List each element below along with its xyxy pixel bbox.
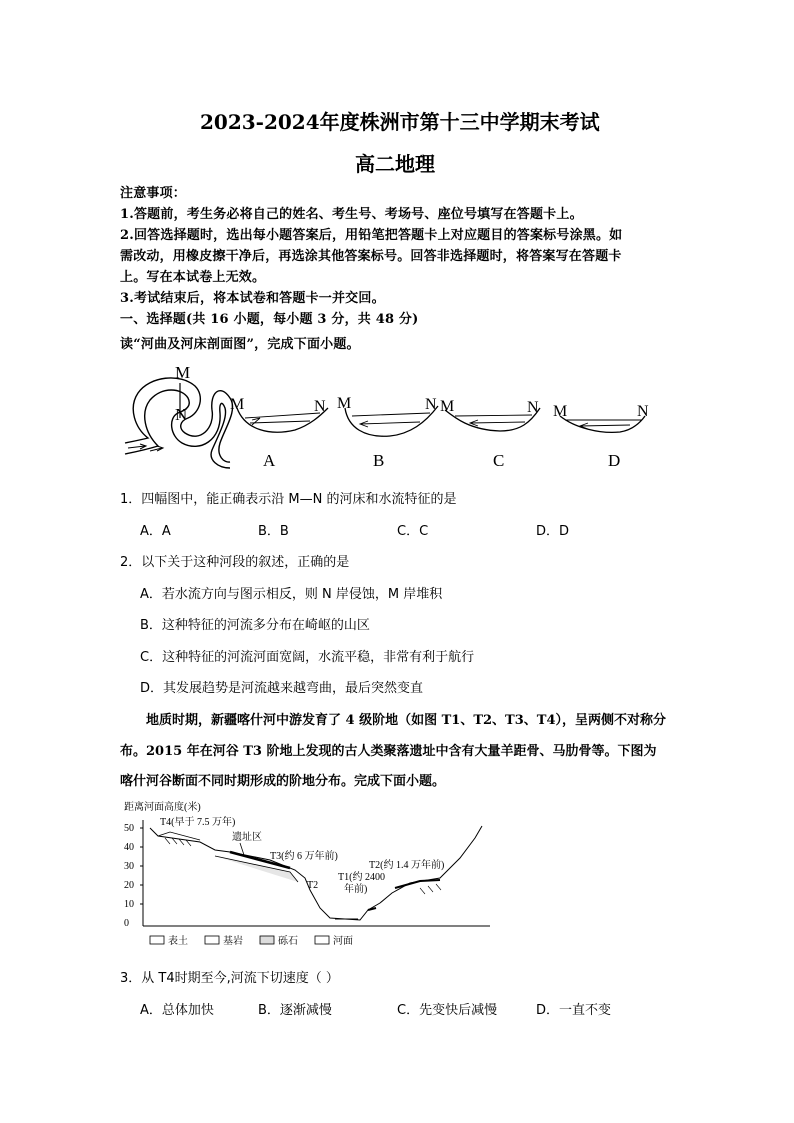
q1-option-a[interactable]: A．A xyxy=(140,524,171,539)
ytick-30: 30 xyxy=(124,861,134,872)
passage-line-2: 布。2015 年在河谷 T3 阶地上发现的古人类聚落遗址中含有大量羊距骨、马肋骨等。下图为 xyxy=(120,744,657,759)
q3-option-d[interactable]: D．一直不变 xyxy=(536,1003,612,1018)
label-t4: T4(早于 7.5 万年) xyxy=(160,817,236,828)
terrace-labels xyxy=(160,815,444,895)
label-t2-right: T2(约 1.4 万年前) xyxy=(369,860,445,871)
ytick-0: 0 xyxy=(124,918,129,929)
legend-river: 河面 xyxy=(333,936,353,947)
ytick-10: 10 xyxy=(124,899,134,910)
section-heading: 一、选择题(共 16 小题，每小题 3 分，共 48 分) xyxy=(120,312,419,327)
passage-line-3: 喀什河谷断面不同时期形成的阶地分布。完成下面小题。 xyxy=(120,774,446,789)
terrain-profile xyxy=(150,826,482,920)
panel-d-m: M xyxy=(553,403,568,420)
notice-line-2a: 2.回答选择题时，选出每小题答案后，用铅笔把答题卡上对应题目的答案标号涂黑。如 xyxy=(120,228,623,243)
legend-bedrock: 基岩 xyxy=(223,936,243,947)
notice-line-2b: 需改动，用橡皮擦干净后，再选涂其他答案标号。回答非选择题时，将答案写在答题卡 xyxy=(120,249,622,264)
terrace-legend xyxy=(150,934,353,947)
section-panel-d xyxy=(560,416,645,432)
meander-figure xyxy=(120,358,660,473)
notice-heading: 注意事项： xyxy=(120,186,187,201)
q1-option-b[interactable]: B．B xyxy=(258,524,289,539)
terrace-figure xyxy=(120,798,500,953)
q3-option-b[interactable]: B．逐渐减慢 xyxy=(258,1003,332,1018)
q2-option-d[interactable]: D．其发展趋势是河流越来越弯曲，最后突然变直 xyxy=(140,681,424,696)
q2-option-b[interactable]: B．这种特征的河流多分布在崎岖的山区 xyxy=(140,618,370,633)
panel-a-m: M xyxy=(230,396,245,413)
label-t1-b: 年前) xyxy=(344,884,368,895)
legend-gravel: 砾石 xyxy=(278,936,298,947)
panel-c-m: M xyxy=(440,398,455,415)
notice-line-3: 3.考试结束后，将本试卷和答题卡一并交回。 xyxy=(120,291,385,306)
ytick-50: 50 xyxy=(124,823,134,834)
question-3-stem: 3．从 T4时期至今,河流下切速度（ ） xyxy=(120,971,339,986)
panel-b-m: M xyxy=(337,395,352,412)
figure1-intro: 读“河曲及河床剖面图”，完成下面小题。 xyxy=(120,337,360,352)
label-t1-a: T1(约 2400 xyxy=(338,872,385,883)
meander-n-label: N xyxy=(175,405,188,424)
panel-a-letter: A xyxy=(263,451,276,470)
q3-option-c[interactable]: C．先变快后减慢 xyxy=(397,1003,498,1018)
ytick-40: 40 xyxy=(124,842,134,853)
panel-d-letter: D xyxy=(608,451,621,470)
terrace-ylabel: 距离河面高度(米) xyxy=(124,802,201,813)
panel-d-n: N xyxy=(637,403,649,420)
exam-subject: 高二地理 xyxy=(355,152,435,176)
question-1-stem: 1．四幅图中，能正确表示沿 M—N 的河床和水流特征的是 xyxy=(120,492,457,507)
passage-line-1: 地质时期，新疆喀什河中游发育了 4 级阶地（如图 T1、T2、T3、T4），呈两侧不对称分 xyxy=(146,713,667,728)
legend-topsoil: 表土 xyxy=(168,936,188,947)
section-panel-c xyxy=(445,408,540,431)
panel-c-n: N xyxy=(527,399,539,416)
panel-b-n: N xyxy=(425,396,437,413)
terrace-yticks xyxy=(124,823,143,929)
q1-option-d[interactable]: D．D xyxy=(536,524,570,539)
q2-option-c[interactable]: C．这种特征的河流河面宽阔，水流平稳，非常有利于航行 xyxy=(140,650,475,665)
notice-line-1: 1.答题前，考生务必将自己的姓名、考生号、考场号、座位号填写在答题卡上。 xyxy=(120,207,583,222)
ytick-20: 20 xyxy=(124,880,134,891)
q3-option-a[interactable]: A．总体加快 xyxy=(140,1003,214,1018)
q1-option-c[interactable]: C．C xyxy=(397,524,429,539)
label-t3: T3(约 6 万年前) xyxy=(270,851,338,862)
notice-line-2c: 上。写在本试卷上无效。 xyxy=(120,270,266,285)
panel-b-letter: B xyxy=(373,451,385,470)
label-t2-left: T2 xyxy=(307,880,319,891)
panel-a-n: N xyxy=(314,398,326,415)
question-2-stem: 2．以下关于这种河段的叙述，正确的是 xyxy=(120,555,350,570)
q2-option-a[interactable]: A．若水流方向与图示相反，则 N 岸侵蚀，M 岸堆积 xyxy=(140,587,443,602)
label-site: 遗址区 xyxy=(232,832,262,843)
panel-c-letter: C xyxy=(493,451,505,470)
meander-m-label: M xyxy=(175,363,191,382)
exam-title: 2023-2024年度株洲市第十三中学期末考试 xyxy=(200,110,600,134)
